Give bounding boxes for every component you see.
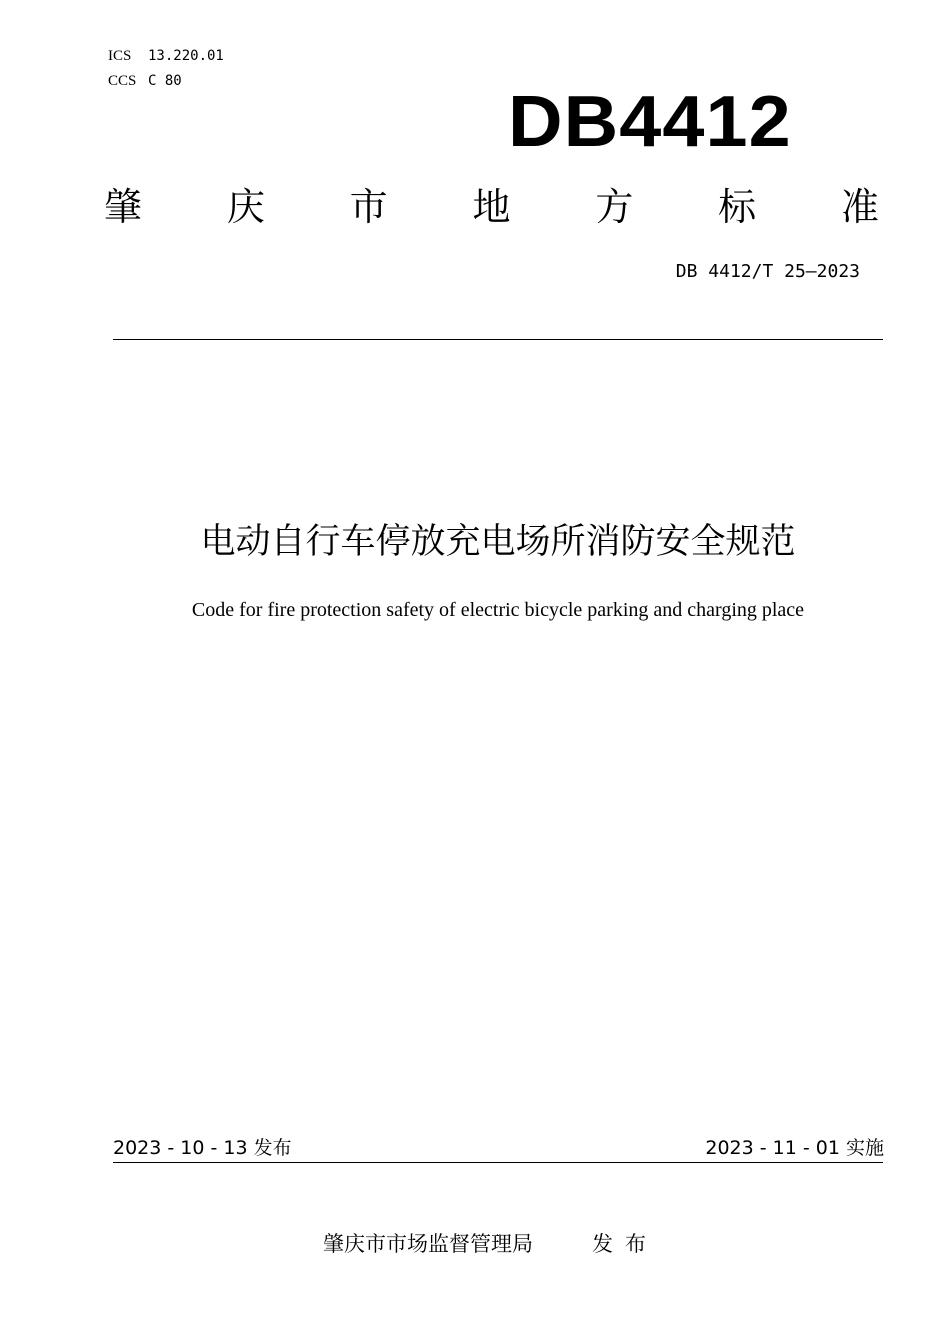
title-chinese: 电动自行车停放充电场所消防安全规范 — [200, 522, 796, 562]
standard-level-char: 地 — [472, 185, 511, 229]
ccs-label: CCS — [108, 73, 137, 89]
issuer-action: 发布 — [592, 1232, 658, 1256]
standard-number: DB 4412/T 25—2023 — [675, 261, 860, 282]
top-divider — [113, 339, 883, 340]
issuer: 肇庆市市场监督管理局 — [323, 1232, 533, 1256]
ics-code: 13.220.01 — [148, 48, 224, 64]
publish-date: 2023 - 10 - 13 发布 — [113, 1137, 292, 1159]
standard-level-char: 方 — [595, 185, 634, 229]
standard-level — [104, 185, 879, 229]
standard-level-char: 标 — [718, 185, 757, 229]
ics-line — [108, 48, 224, 64]
ics-label: ICS — [108, 48, 132, 64]
standard-level-char: 庆 — [226, 185, 265, 229]
standard-level-char: 市 — [349, 185, 388, 229]
bottom-divider — [113, 1162, 883, 1163]
standard-level-char: 准 — [840, 185, 879, 229]
db-logo: DB4412 — [508, 82, 792, 162]
implement-date: 2023 - 11 - 01 实施 — [705, 1137, 884, 1159]
ccs-line — [108, 73, 182, 89]
ccs-code: C 80 — [148, 73, 182, 89]
title-english: Code for fire protection safety of electric bicycle parking and charging place — [191, 599, 805, 621]
standard-level-char: 肇 — [104, 185, 143, 229]
